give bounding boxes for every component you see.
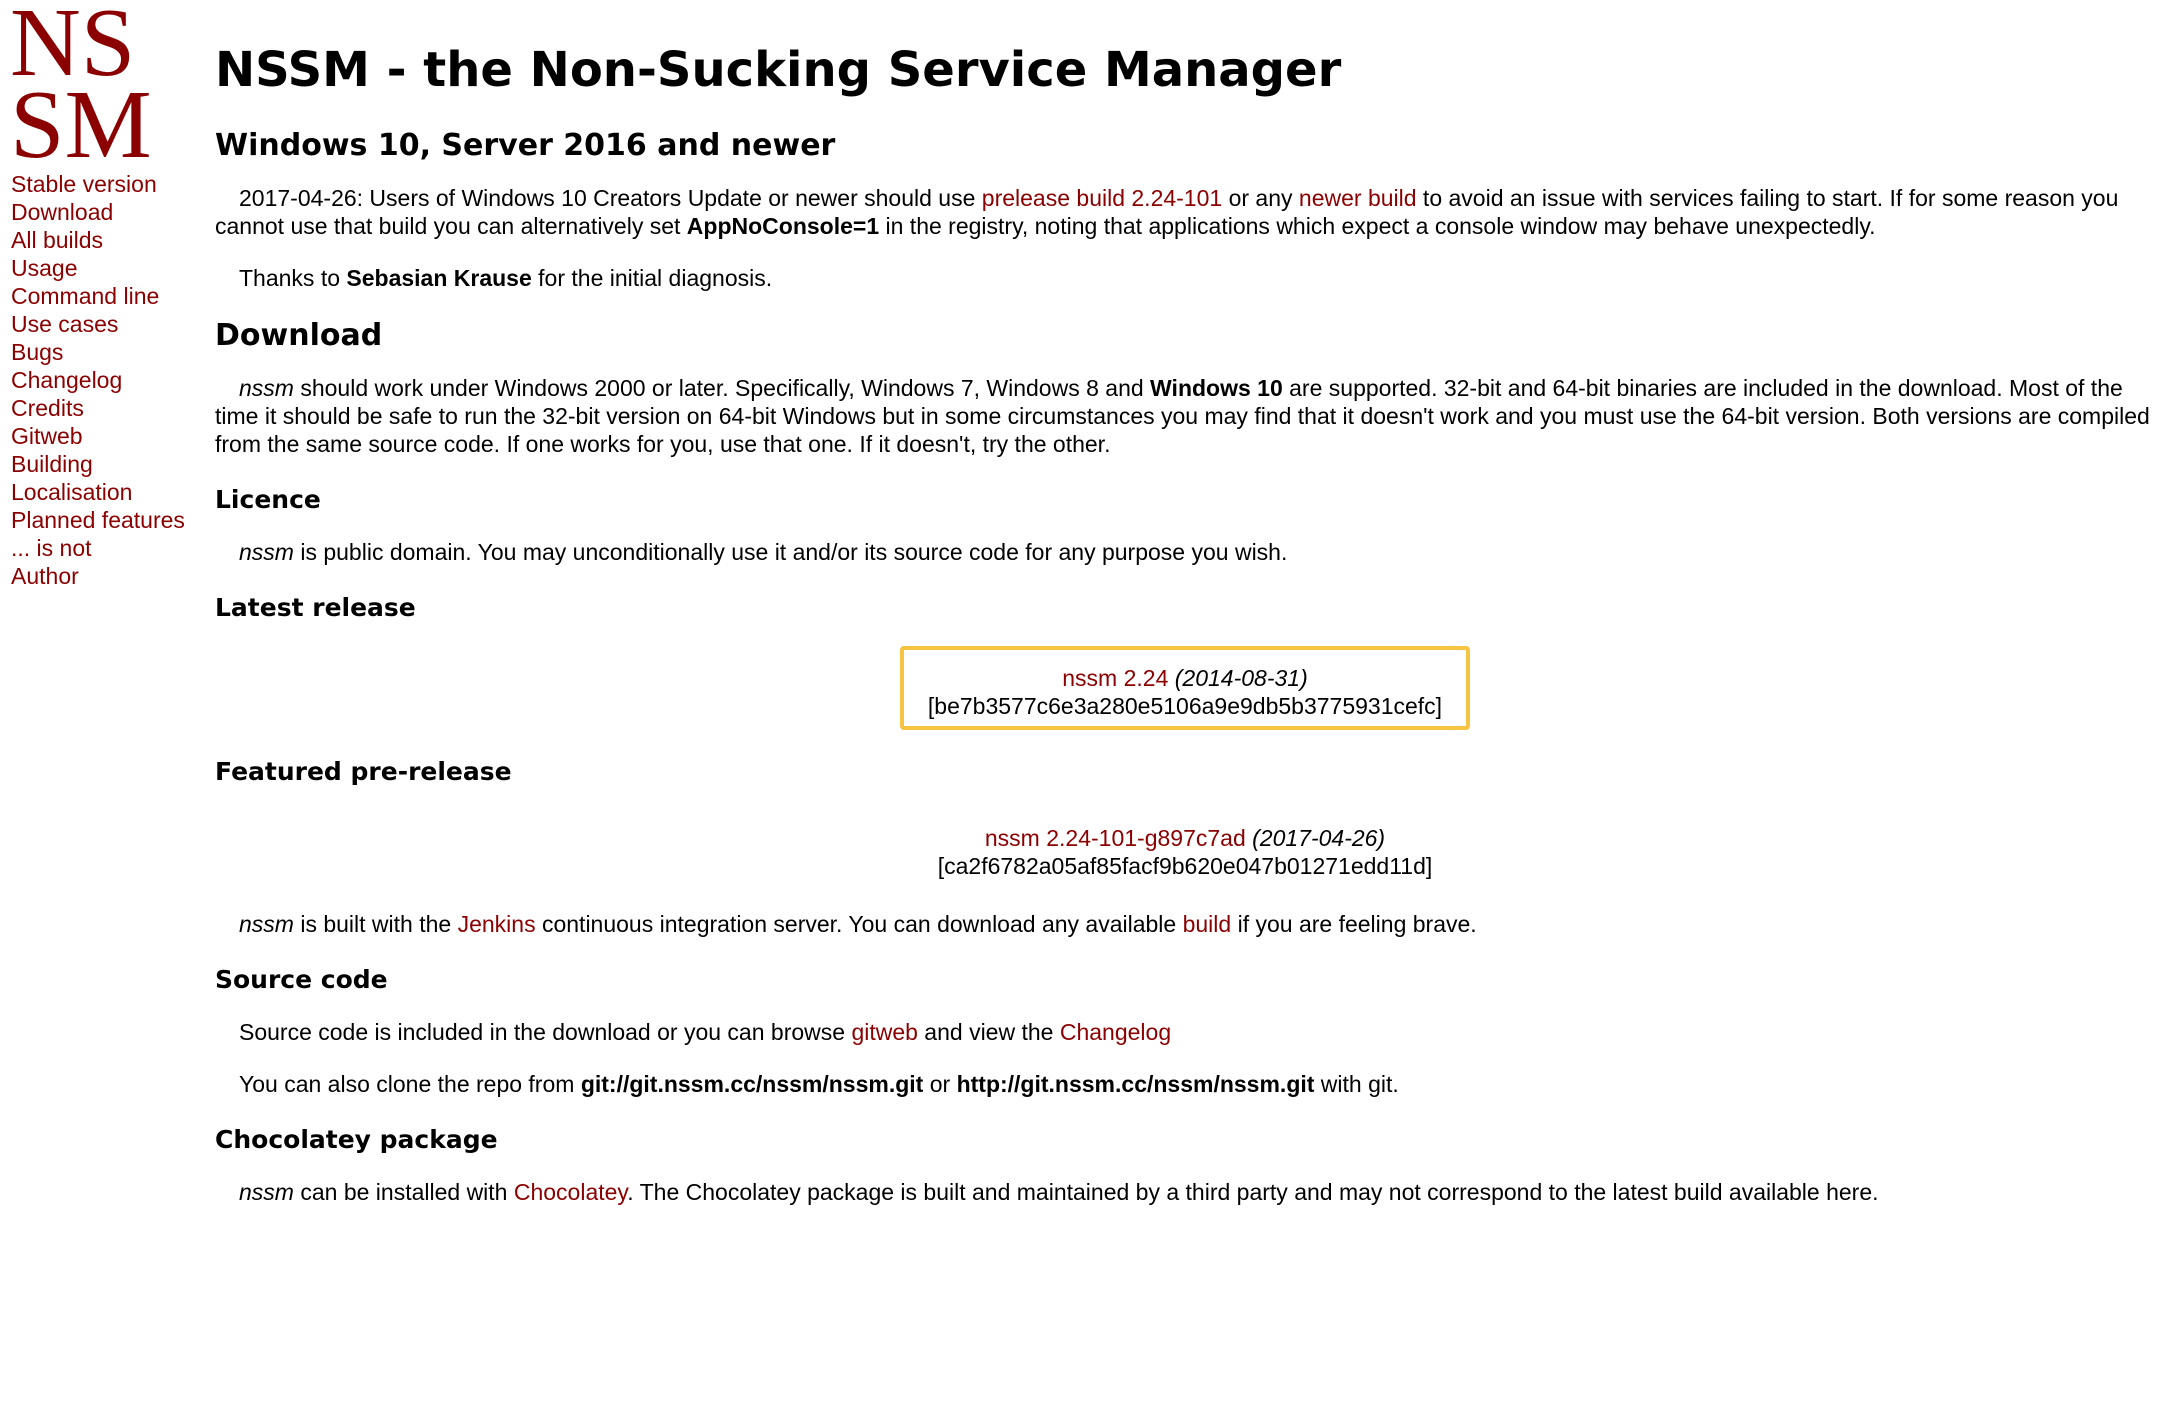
text: with git. [1314,1071,1399,1097]
gitweb-link[interactable]: gitweb [851,1019,918,1045]
text: should work under Windows 2000 or later. Specifically, Windows 7, Windows 8 and [293,375,1151,401]
logo-line-2: SM [10,71,152,179]
licence-text [215,538,2155,566]
nav-all-builds[interactable]: All builds [11,227,104,253]
logo [10,0,152,179]
page-title: NSSM - the Non-Sucking Service Manager [215,42,1342,98]
jenkins-note [215,910,2155,938]
jenkins-link[interactable]: Jenkins [457,911,536,937]
sidebar-nav [11,170,186,590]
nav-localisation[interactable]: Localisation [11,479,133,505]
latest-release-heading: Latest release [215,593,416,622]
nav-is-not[interactable]: ... is not [11,535,92,561]
text: You can also clone the repo from [239,1071,581,1097]
nssm-name: nssm [239,375,294,401]
text: or any [1222,185,1299,211]
latest-release-link[interactable]: nssm 2.24 [1062,665,1169,691]
nav-author[interactable]: Author [11,563,79,589]
thanks-note [215,264,2155,292]
text: 2017-04-26: Users of Windows 10 Creators Update or newer should use [239,185,982,211]
text: Source code is included in the download or you can browse [239,1019,852,1045]
chocolatey-text [215,1178,2155,1206]
text: can be installed with [293,1179,514,1205]
prerelease-build-link[interactable]: prelease build 2.24-101 [981,185,1223,211]
changelog-link[interactable]: Changelog [1059,1019,1172,1045]
nav-credits[interactable]: Credits [11,395,84,421]
latest-release-date: (2014-08-31) [1174,665,1308,691]
prerelease-heading: Featured pre-release [215,757,512,786]
text: to avoid an issue with services failing to start. If for some reason you cannot use that build you can alternatively set [215,185,2119,239]
text: if you are feeling brave. [1231,911,1477,937]
chocolatey-link[interactable]: Chocolatey [513,1179,628,1205]
nav-command-line[interactable]: Command line [11,283,160,309]
nav-building[interactable]: Building [11,451,93,477]
git-url: git://git.nssm.cc/nssm/nssm.git [580,1071,924,1097]
win10-notice [215,184,2155,240]
windows-10-bold: Windows 10 [1150,375,1283,401]
text: and view the [917,1019,1060,1045]
nssm-name: nssm [239,1179,294,1205]
nav-changelog[interactable]: Changelog [11,367,123,393]
newer-build-link[interactable]: newer build [1298,185,1417,211]
chocolatey-heading: Chocolatey package [215,1125,498,1154]
text: or [923,1071,957,1097]
nav-use-cases[interactable]: Use cases [11,311,119,337]
text: is public domain. You may unconditionally use it and/or its source code for any purpose you wish. [293,539,1288,565]
text: Thanks to [239,265,347,291]
text: are supported. 32-bit and 64-bit binaries are included in the download. Most of the time it should be safe to run the 32-bit version on 64-bit Windows but in some circumstances you may find that it doesn't work and you must use the 64-bit version. Both versions are compiled from the same source code. If one works for you, use that one. If it doesn't, try the other. [215,375,2150,457]
thanks-name: Sebasian Krause [346,265,532,291]
build-link[interactable]: build [1182,911,1232,937]
appnoconsole-setting: AppNoConsole=1 [686,213,880,239]
download-heading: Download [215,318,383,353]
http-url: http://git.nssm.cc/nssm/nssm.git [956,1071,1315,1097]
nssm-name: nssm [239,911,294,937]
nssm-name: nssm [239,539,294,565]
text: for the initial diagnosis. [531,265,773,291]
prerelease-link[interactable]: nssm 2.24-101-g897c7ad [984,825,1246,851]
prerelease-box [904,810,1466,886]
win10-heading: Windows 10, Server 2016 and newer [215,128,836,163]
latest-release-hash: [be7b3577c6e3a280e5106a9e9db5b3775931cefc] [927,693,1443,719]
text: in the registry, noting that applications which expect a console window may behave unexpectedly. [879,213,1876,239]
prerelease-date: (2017-04-26) [1252,825,1386,851]
nav-usage[interactable]: Usage [11,255,78,281]
logo-line-1: NS [10,0,136,97]
nav-stable-version[interactable]: Stable version [11,171,157,197]
prerelease-hash: [ca2f6782a05af85facf9b620e047b01271edd11d] [937,853,1433,879]
download-description [215,374,2155,458]
text: continuous integration server. You can download any available [535,911,1183,937]
main-content [215,34,2155,1230]
nav-download[interactable]: Download [11,199,114,225]
source-code-heading: Source code [215,965,388,994]
nav-gitweb[interactable]: Gitweb [11,423,83,449]
text: . The Chocolatey package is built and maintained by a third party and may not correspond to the latest build available here. [627,1179,1879,1205]
latest-release-box [900,646,1470,730]
clone-repo-text [215,1070,2155,1098]
text: is built with the [293,911,458,937]
source-code-text [215,1018,2155,1046]
licence-heading: Licence [215,485,321,514]
nav-bugs[interactable]: Bugs [11,339,64,365]
nav-planned-features[interactable]: Planned features [11,507,185,533]
